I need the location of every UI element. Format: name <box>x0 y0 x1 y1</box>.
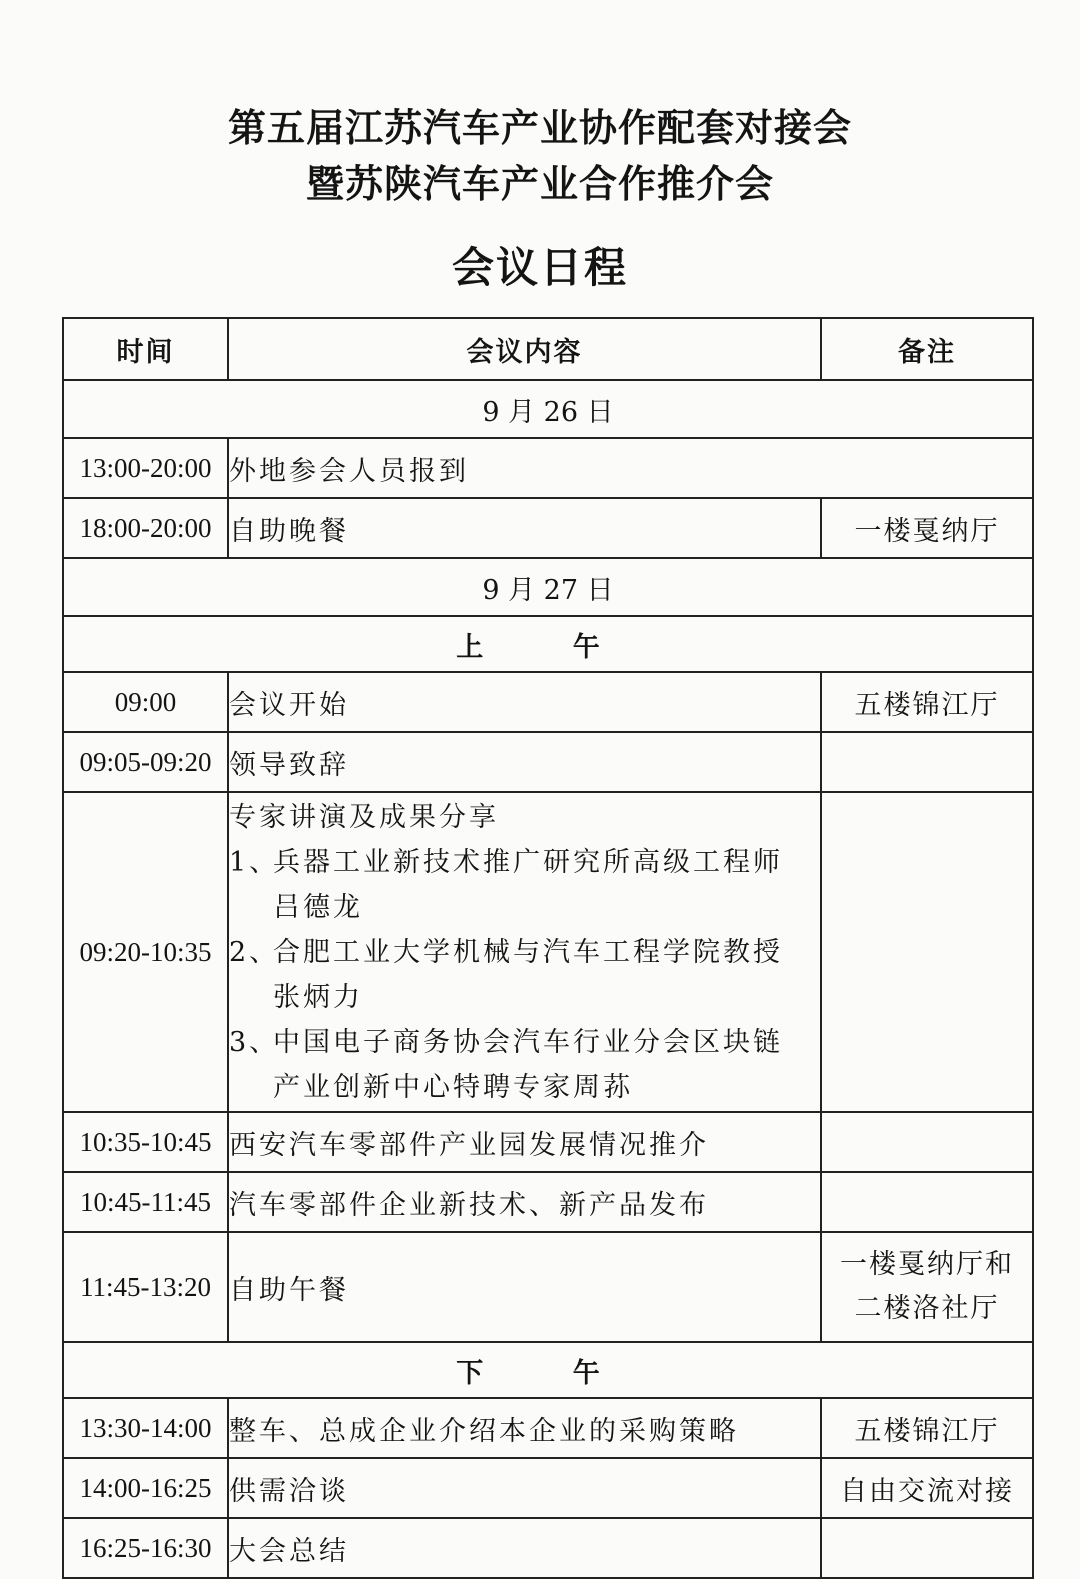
row-time: 09:20-10:35 <box>63 792 228 1112</box>
table-row <box>63 1112 1033 1172</box>
afternoon-label: 下 午 <box>456 1357 640 1389</box>
row-content: 自助午餐 <box>228 1232 821 1342</box>
row-note: 自由交流对接 <box>821 1458 1033 1518</box>
header-note: 备注 <box>821 318 1033 380</box>
row-content: 领导致辞 <box>228 732 821 792</box>
row-note <box>821 1172 1033 1232</box>
morning-label: 上 午 <box>456 631 640 663</box>
row-time: 18:00-20:00 <box>63 498 228 558</box>
header-content: 会议内容 <box>228 318 821 380</box>
table-row <box>63 1518 1033 1578</box>
row-time: 14:00-16:25 <box>63 1458 228 1518</box>
row-content: 供需洽谈 <box>228 1458 821 1518</box>
date-day1: 9 月 26 日 <box>63 380 1033 438</box>
table-row <box>63 672 1033 732</box>
row-note: 五楼锦江厅 <box>821 672 1033 732</box>
row-content: 西安汽车零部件产业园发展情况推介 <box>228 1112 821 1172</box>
row-time: 13:30-14:00 <box>63 1398 228 1458</box>
row-time: 16:25-16:30 <box>63 1518 228 1578</box>
list-item: 1、 兵器工业新技术推广研究所高级工程师 吕德龙 <box>229 846 783 923</box>
row-content: 外地参会人员报到 <box>228 438 1033 498</box>
row-time: 13:00-20:00 <box>63 438 228 498</box>
row-time: 10:45-11:45 <box>63 1172 228 1232</box>
title-block <box>0 100 1080 296</box>
table-row <box>63 1458 1033 1518</box>
row-time: 10:35-10:45 <box>63 1112 228 1172</box>
row-time: 11:45-13:20 <box>63 1232 228 1342</box>
main-title-line-1: 第五届江苏汽车产业协作配套对接会 <box>227 106 852 150</box>
table-row-expert-talks <box>63 792 1033 1112</box>
table-row <box>63 498 1033 558</box>
table-row <box>63 1172 1033 1232</box>
afternoon-row <box>63 1342 1033 1398</box>
row-note <box>821 1112 1033 1172</box>
row-content: 会议开始 <box>228 672 821 732</box>
table-row <box>63 732 1033 792</box>
date-day2: 9 月 27 日 <box>63 558 1033 616</box>
main-title-line-2: 暨苏陕汽车产业合作推介会 <box>305 162 774 206</box>
row-note: 一楼戛纳厅和 二楼洛社厅 <box>821 1232 1033 1342</box>
list-item: 2、 合肥工业大学机械与汽车工程学院教授 张炳力 <box>229 936 783 1013</box>
row-content: 整车、总成企业介绍本企业的采购策略 <box>228 1398 821 1458</box>
table-header-row <box>63 318 1033 380</box>
row-time: 09:00 <box>63 672 228 732</box>
date-row-day2 <box>63 558 1033 616</box>
row-note: 一楼戛纳厅 <box>821 498 1033 558</box>
row-content: 汽车零部件企业新技术、新产品发布 <box>228 1172 821 1232</box>
row-content <box>228 792 821 1112</box>
row-note <box>821 1518 1033 1578</box>
row-note <box>821 792 1033 1112</box>
table-row <box>63 1398 1033 1458</box>
row-note: 五楼锦江厅 <box>821 1398 1033 1458</box>
morning-row <box>63 616 1033 672</box>
date-row-day1 <box>63 380 1033 438</box>
row-time: 09:05-09:20 <box>63 732 228 792</box>
row-content: 大会总结 <box>228 1518 821 1578</box>
row-note <box>821 732 1033 792</box>
row-content: 自助晚餐 <box>228 498 821 558</box>
schedule-subtitle: 会议日程 <box>451 243 628 292</box>
table-row <box>63 1232 1033 1342</box>
talks-heading: 专家讲演及成果分享 <box>229 801 499 833</box>
list-item: 3、 中国电子商务协会汽车行业分会区块链 产业创新中心特聘专家周荪 <box>229 1026 783 1103</box>
header-time: 时间 <box>63 318 228 380</box>
table-row <box>63 438 1033 498</box>
schedule-table <box>62 317 1034 1579</box>
